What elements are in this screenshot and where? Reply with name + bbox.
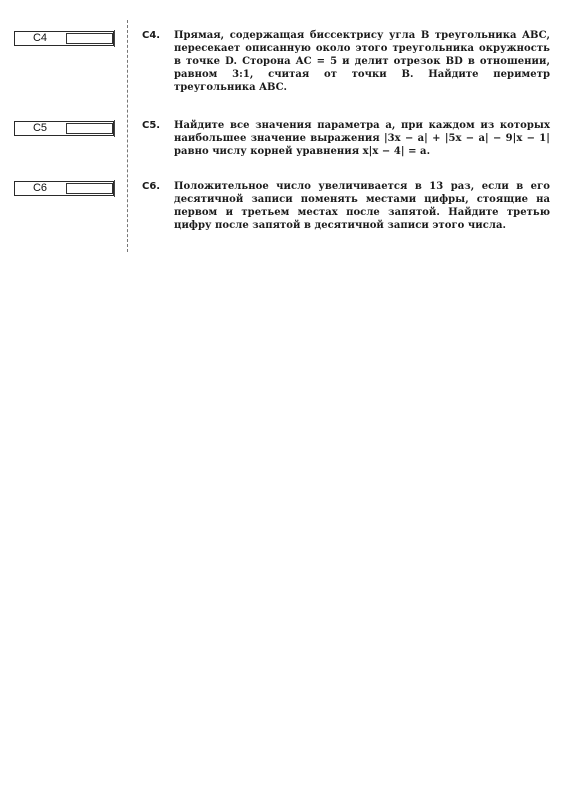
task-text: Положительное число увеличивается в 13 раз, если в его десятичной записи поменять местами цифры, стоящие на первом и третьем местах после запятой. Найдите третью цифру после запятой в десятичной записи этого числа.: [174, 181, 550, 231]
task-text: Найдите все значения параметра a, при каждом из которых наибольшее значение выражения |3x − a| + |5x − a| − 9|x − 1| равно числу корней уравнения x|x − 4| = a.: [174, 120, 550, 157]
answer-field[interactable]: [66, 123, 113, 134]
answer-box-label: C6: [32, 182, 48, 194]
cut-line-divider: [127, 20, 128, 252]
task-number: C4.: [142, 30, 161, 41]
task-number: C6.: [142, 181, 161, 192]
box-edge: [114, 120, 117, 137]
task-number: C5.: [142, 120, 161, 131]
task-text: Прямая, содержащая биссектрису угла B треугольника ABC, пересекает описанную около этого треугольника окружность в точке D. Сторона AC = 5 и делит отрезок BD в отношении, равном 3:1, считая от точки B. Найдите периметр треугольника ABC.: [174, 30, 550, 93]
answer-box-label: C5: [32, 122, 48, 134]
box-edge: [114, 30, 117, 47]
answer-box-c6[interactable]: [14, 181, 114, 196]
answer-box-c4[interactable]: [14, 31, 114, 46]
box-edge: [114, 180, 117, 197]
answer-field[interactable]: [66, 33, 113, 44]
answer-box-label: C4: [32, 32, 48, 44]
answer-box-c5[interactable]: [14, 121, 114, 136]
answer-field[interactable]: [66, 183, 113, 194]
